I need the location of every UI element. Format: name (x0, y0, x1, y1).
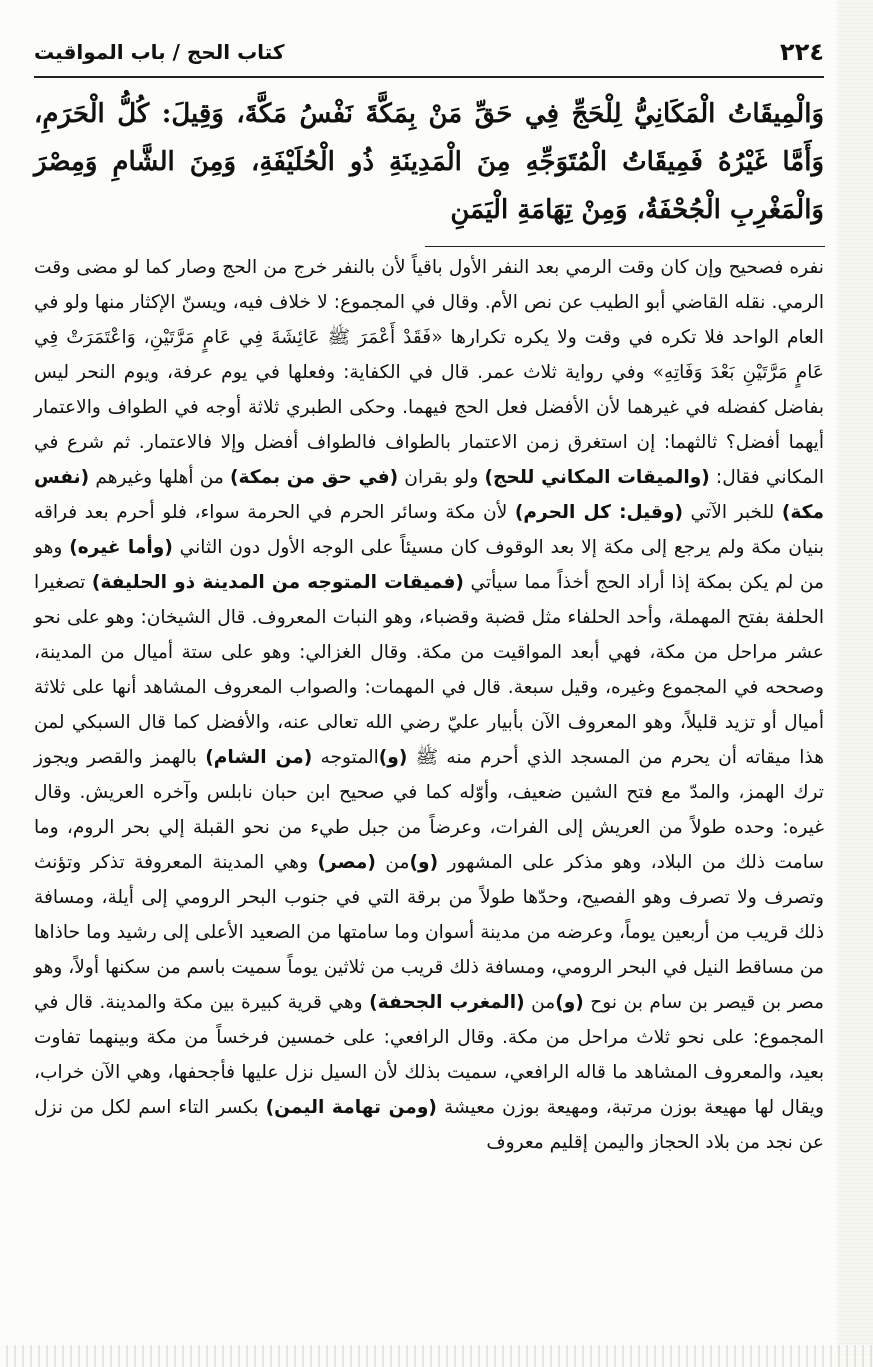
commentary-segment: وهي المدينة المعروفة تذكر وتؤنث وتصرف ولا تصرف وهو الفصيح، وحدّها طولاً من برقة التي في جنوب البحر الرومي إلى أيلة، ومسافة ذلك قريب من أربعين يوماً، وعرضه من مدينة أسوان وما سامتها من الصعيد الأعلى إلى رشيد وما حاذاها من مساقط النيل في البحر الرومي، ومسافة ذلك قريب من ثلاثين يوماً سميت باسم من سكنها أولاً، وهو مصر بن قيصر بن سام بن نوح (33, 852, 824, 1013)
commentary-segment: بالهمز والقصر ويجوز ترك الهمز، والمدّ مع فتح الشين ضعيف، وأوّله كما في صحيح ابن حبان نابلس وآخره العريش. وقال غيره: وحده طولاً من العريش إلى الفرات، وعرضاً من جبل طيء من نحو القبلة إلي بحر الروم، وما سامت ذلك من البلاد، وهو مذكر على المشهور (34, 747, 824, 873)
page-number: ٢٢٤ (780, 38, 824, 66)
quoted-matn-segment: (وقيل: كل الحرم) (514, 502, 683, 523)
quoted-matn-segment: (و) (378, 747, 408, 768)
quoted-matn-segment: (مصر) (317, 852, 376, 873)
sharh-commentary (34, 250, 824, 1160)
commentary-segment: لأن مكة وسائر الحرم في الحرمة سواء، فلو أحرم بعد فراقه بنيان مكة ولم يرجع إلى مكة إلا بعد الوقوف كان مسيئاً على الوجه الأول دون الثاني (34, 502, 824, 558)
running-title: كتاب الحج / باب المواقيت (34, 40, 285, 64)
commentary-segment: المتوجه (312, 747, 379, 768)
commentary-segment: وهي قرية كبيرة بين مكة والمدينة. قال في المجموع: على نحو ثلاث مراحل من مكة. وقال الرافعي: على خمسين فرخساً من مكة وبينهما تفاوت بعيد، والمعروف المشاهد ما قاله الرافعي، سميت بذلك لأن السيل نزل عليها فأجحفها، وهي الآن خراب، ويقال لها مهيعة بوزن مرتبة، ومهيعة بوزن معيشة (34, 992, 825, 1118)
commentary-segment: ولو بقران (398, 467, 485, 488)
commentary-segment: للخبر الآتي (682, 502, 782, 523)
quoted-matn-segment: (من الشام) (205, 747, 313, 768)
page-edge-band (0, 1345, 873, 1367)
commentary-segment: من (375, 852, 410, 873)
hadith-quote-segment: «فَقَدْ أَعْمَرَ ﷺ عَائِشَةَ فِي عَامٍ مَرَّتَيْنِ، وَاعْتَمَرَتْ فِي عَامٍ مَرَّتَيْنِ بَعْدَ وَفَاتِهِ» (34, 327, 824, 383)
commentary-segment: من أهلها وغيرهم (89, 467, 231, 488)
header-rule (34, 76, 824, 78)
quoted-matn-segment: (نفس مكة) (34, 467, 824, 523)
quoted-matn-segment: (وأما غيره) (69, 537, 173, 558)
quoted-matn-segment: (ومن تهامة اليمن) (265, 1097, 437, 1118)
commentary-segment: نفره فصحيح وإن كان وقت الرمي بعد النفر الأول باقياً لأن بالنفر خرج من الحج وصار كما لو مضى وقت الرمي. نقله القاضي أبو الطيب عن نص الأم. وقال في المجموع: لا خلاف فيه، ويسنّ الإكثار منها ولو في العام الواحد فلا تكره في وقت ولا يكره تكرارها (34, 257, 824, 348)
page-header (34, 36, 824, 72)
commentary-segment: تصغيرا الحلفة بفتح المهملة، وأحد الحلفاء مثل قضبة وقضباء، وهو النبات المعروف. قال الشيخان: وهو على نحو عشر مراحل من مكة، فهي أبعد المواقيت من مكة. وقال الغزالي: وهو على ستة أميال من المدينة، وصححه في المجموع وغيره، وقيل سبعة. قال في المهمات: والصواب المعروف المشاهد أنها على ثلاثة أميال أو تزيد قليلاً، وهو المعروف الآن بأبيار عليّ رضي الله تعالى عنه، والأفضل كما قال السبكي لمن هذا ميقاته أن يحرم من المسجد الذي أحرم منه ﷺ (34, 572, 825, 768)
matn-separator (425, 246, 825, 247)
matn-text: وَالْمِيقَاتُ الْمَكَانِيُّ لِلْحَجِّ فِي حَقِّ مَنْ بِمَكَّةَ نَفْسُ مَكَّةَ، وَقِيلَ: كُلُّ الْحَرَمِ، وَأَمَّا غَيْرُهُ فَمِيقَاتُ الْمُتَوَجِّهِ مِنَ الْمَدِينَةِ ذُو الْحُلَيْفَةِ، وَمِنَ الشَّامِ وَمِصْرَ وَالْمَغْرِبِ الْجُحْفَةُ، وَمِنْ تِهَامَةِ الْيَمَنِ (34, 99, 824, 225)
commentary-segment: وهو من لم يكن بمكة إذا أراد الحج أخذاً مما سيأتي (34, 537, 824, 593)
commentary-segment: بكسر التاء اسم لكل من نزل عن نجد من بلاد الحجاز واليمن إقليم معروف (34, 1097, 824, 1153)
quoted-matn-segment: (المغرب الجحفة) (369, 992, 525, 1013)
page-spine-shadow (837, 0, 873, 1367)
commentary-segment: من (524, 992, 556, 1013)
commentary-segment: وفي رواية ثلاث عمر. قال في الكفاية: وفعلها في يوم عرفة، ويوم النحر ليس بفاضل كفضله في غيرهما لأن الأفضل فعل الحج فيهما. وحكى الطبري ثلاثة أوجه في الطواف والاعتمار أيهما أفضل؟ ثالثهما: إن استغرق زمن الاعتمار بالطواف فالطواف أفضل وإلا فالاعتمار. ثم شرع في المكاني فقال: (34, 362, 825, 488)
quoted-matn-segment: (فميقات المتوجه من المدينة ذو الحليفة) (91, 572, 464, 593)
quoted-matn-segment: (و) (409, 852, 439, 873)
quoted-matn-segment: (في حق من بمكة) (230, 467, 399, 488)
quoted-matn-segment: (و) (555, 992, 584, 1013)
quoted-matn-segment: (والميقات المكاني للحج) (484, 467, 710, 488)
